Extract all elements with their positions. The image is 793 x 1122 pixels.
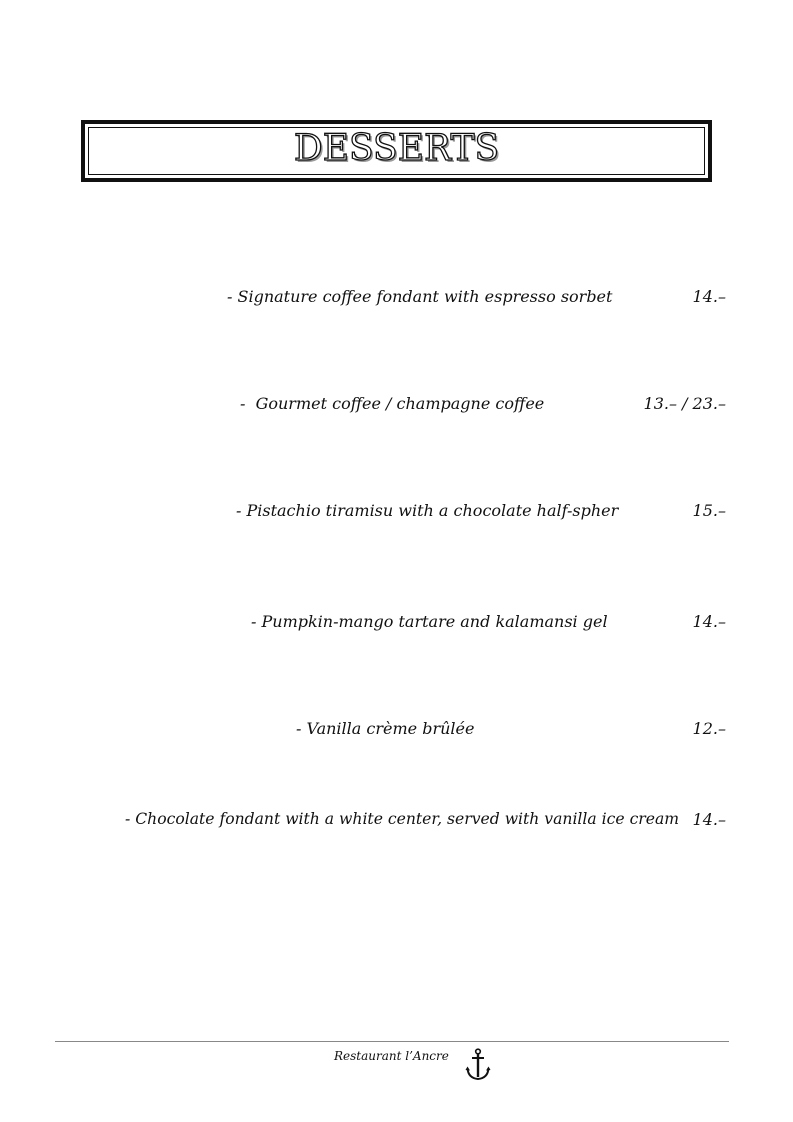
menu-item-name: - Vanilla crème brûlée: [296, 719, 475, 738]
menu-item-name: - Chocolate fondant with a white center, served with vanilla ice cream: [125, 810, 680, 828]
menu-item-price: 14.–: [692, 287, 726, 306]
menu-item-price: 14.–: [692, 612, 726, 631]
footer-restaurant-name: Restaurant l’Ancre: [334, 1049, 449, 1063]
page-title: DESSERTS: [293, 128, 500, 169]
menu-item-name: - Pumpkin-mango tartare and kalamansi gel: [251, 612, 608, 631]
menu-item-price: 12.–: [692, 719, 726, 738]
footer-divider: [55, 1041, 729, 1042]
menu-item-price: 14.–: [692, 810, 726, 829]
title-frame: [81, 120, 712, 182]
title-inner-border: [88, 127, 705, 175]
menu-item-price: 15.–: [692, 501, 726, 520]
menu-item-name: - Signature coffee fondant with espresso sorbet: [227, 287, 613, 306]
menu-item-name: - Pistachio tiramisu with a chocolate half-spher: [236, 501, 619, 520]
menu-item-price: 13.– / 23.–: [643, 394, 726, 413]
anchor-icon: [465, 1048, 491, 1082]
menu-item-name: - Gourmet coffee / champagne coffee: [240, 394, 545, 413]
